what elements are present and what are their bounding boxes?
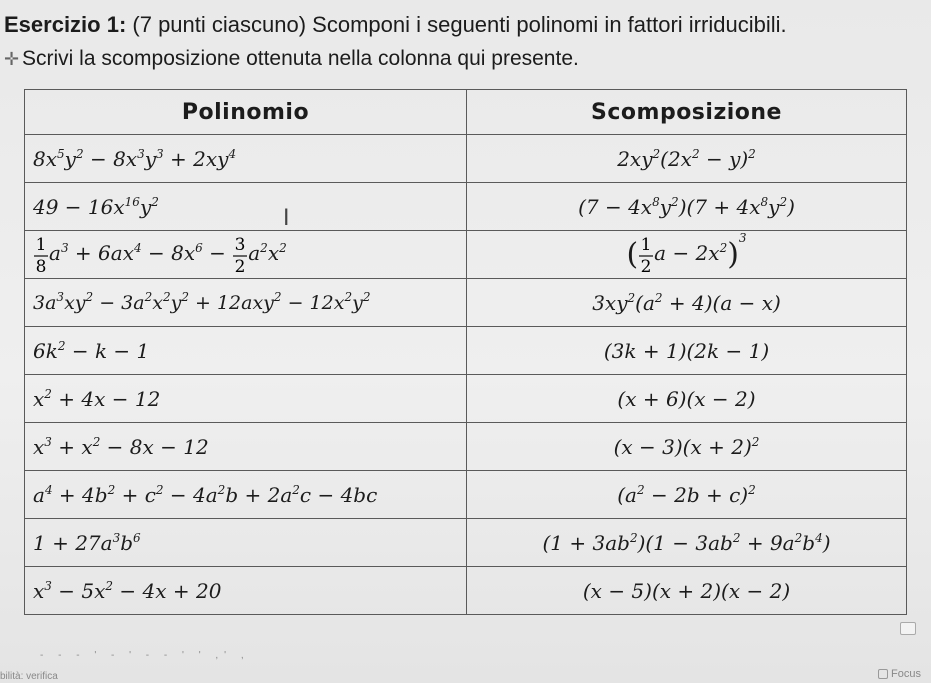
factorization-cell[interactable]: $(7 - 4x^8y^2)(7 + 4x^8y^2)$ [467,183,907,231]
polynomial-cell: $a^4 + 4b^2 + c^2 - 4a^2b + 2a^2c - 4bc$ [25,471,467,519]
exercise-number: Esercizio 1: [4,12,127,37]
exercise-instruction [4,46,579,72]
exercise-title [4,12,787,38]
polynomial-cell: $x^3 - 5x^2 - 4x + 20$ [25,567,467,615]
status-text: bilità: verifica [0,671,58,682]
factorization-cell[interactable]: $(a^2 - 2b + c)^2$ [467,471,907,519]
table-row [25,135,907,183]
table-row [25,231,907,279]
factorization-cell[interactable]: (x + 6)(x − 2) [467,375,907,423]
exercise-points-text: (7 punti ciascuno) Scomponi i seguenti polinomi in fattori irriducibili. [126,12,787,37]
table-row [25,519,907,567]
table-row [25,327,907,375]
focus-icon [878,669,888,679]
stray-marks: - - - ' - ' - - ' ' ,' , [40,650,250,661]
factorization-cell[interactable]: $3xy^2(a^2 + 4)(a - x)$ [467,279,907,327]
polynomial-cell: $49 - 16x^{16}y^2$ [25,183,467,231]
table-row [25,567,907,615]
svg-text:8: 8 [35,256,47,275]
text-cursor-icon: I [283,206,290,231]
polynomial-cell: $3a^3xy^2 - 3a^2x^2y^2 + 12axy^2 - 12x^2y^2$ [25,279,467,327]
focus-button[interactable] [878,668,921,680]
factorization-table [24,89,907,615]
resize-handle-icon[interactable] [900,622,916,635]
polynomial-cell: $1 + 27a^3b^6$ [25,519,467,567]
table-row [25,471,907,519]
factorization-cell[interactable]: $(1 + 3ab^2)(1 - 3ab^2 + 9a^2b^4)$ [467,519,907,567]
table-header-row [25,90,907,135]
factorization-cell[interactable]: (x − 5)(x + 2)(x − 2) [467,567,907,615]
factorization-cell[interactable]: ( 1 2 $a - 2x^2)^3$ [467,231,907,279]
factorization-cell[interactable]: $(x - 3)(x + 2)^2$ [467,423,907,471]
factorization-cell[interactable]: (3k + 1)(2k − 1) [467,327,907,375]
polynomial-cell: $x^2 + 4x - 12$ [25,375,467,423]
header-polinomio: Polinomio [25,90,467,135]
factorization-cell[interactable]: $2xy^2(2x^2 - y)^2$ [467,135,907,183]
svg-text:2: 2 [234,256,246,275]
polynomial-cell: $8x^5y^2 - 8x^3y^3 + 2xy^4$ [25,135,467,183]
svg-text:1: 1 [640,234,652,255]
focus-label: Focus [891,668,921,680]
polynomial-cell: $x^3 + x^2 - 8x - 12$ [25,423,467,471]
polynomial-cell: $6k^2 - k - 1$ [25,327,467,375]
svg-text:2: 2 [640,256,652,275]
polynomial-cell: 1 8 $a^3 + 6ax^4 - 8x^6$ − 3 2 $a^2x^2$ [25,231,467,279]
move-cursor-icon: ✛ [4,49,20,69]
instruction-text: Scrivi la scomposizione ottenuta nella colonna qui presente. [22,47,579,70]
header-scomposizione: Scomposizione [467,90,907,135]
table-row [25,375,907,423]
svg-text:1: 1 [35,234,47,255]
table-row [25,183,907,231]
table-row [25,279,907,327]
svg-text:3: 3 [234,234,246,255]
table-row [25,423,907,471]
